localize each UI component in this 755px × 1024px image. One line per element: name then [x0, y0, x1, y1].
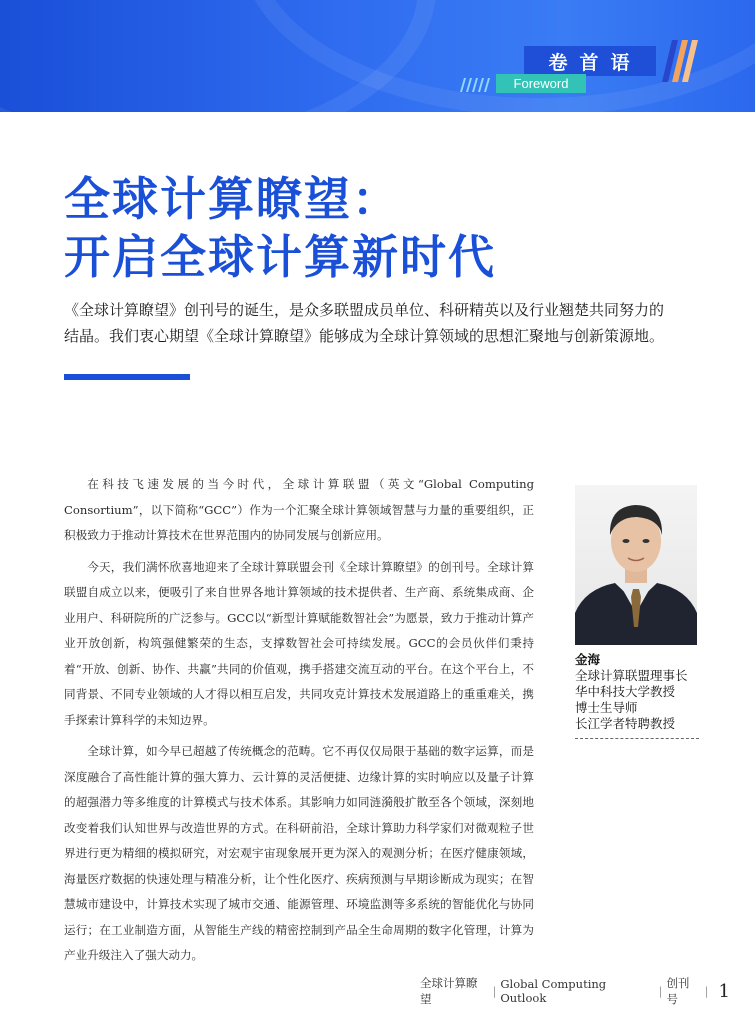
- body-paragraph: 今天，我们满怀欣喜地迎来了全球计算联盟会刊《全球计算瞭望》的创刊号。全球计算联盟自成立以来，便吸引了来自世界各地计算领域的技术提供者、生产商、系统集成商、企业用户、科研院所的广泛参与。GCC以“新型计算赋能数智社会”为愿景，致力于推动计算产业开放创新，构筑强健繁荣的生态，支撑数智社会可持续发展。GCC的会员伙伴们秉持着“开放、创新、协作、共赢”共同的价值观，携手搭建交流互动的平台。在这个平台上，不同背景、不同专业领域的人才得以相互启发，共同攻克计算技术发展道路上的重重难关，携手探索计算科学的未知边界。: [64, 559, 534, 727]
- footer-journal-cn: 全球计算瞭望: [420, 976, 478, 1006]
- caption-divider: [575, 738, 699, 739]
- author-title: 博士生导师: [575, 700, 638, 715]
- author-caption: [575, 652, 705, 732]
- footer-issue: 创刊号: [666, 976, 690, 1006]
- author-title: 华中科技大学教授: [575, 684, 676, 699]
- article-title: [64, 170, 496, 286]
- body-paragraph: 全球计算，如今早已超越了传统概念的范畴。它不再仅仅局限于基础的数字运算，而是深度融合了高性能计算的强大算力、云计算的灵活便捷、边缘计算的实时响应以及量子计算的超强潜力等多维度的计算模式与技术体系。其影响力如同涟漪般扩散至各个领域，深刻地改变着我们认知世界与改造世界的方式。在科研前沿，全球计算助力科学家们对微观粒子世界进行更为精细的模拟研究，对宏观宇宙现象展开更为深入的观测分析；在医疗健康领域，海量医疗数据的快速处理与精准分析，让个性化医疗、疾病预测与早期诊断成为现实；在智慧城市建设中，计算技术实现了城市交通、能源管理、环境监测等多系统的智能优化与协同运行；在工业制造方面，从智能生产线的精密控制到产品全生命周期的数字化管理，计算为产业升级注入了强大动力。: [64, 744, 534, 962]
- lead-underline-bar: [64, 374, 190, 380]
- lead-paragraph: 《全球计算瞭望》创刊号的诞生，是众多联盟成员单位、科研精英以及行业翘楚共同努力的结晶。我们衷心期望《全球计算瞭望》能够成为全球计算领域的思想汇聚地与创新策源地。: [64, 301, 665, 345]
- stripes-decoration: [458, 78, 494, 92]
- header-banner: [0, 0, 755, 112]
- author-title: 长江学者特聘教授: [575, 716, 676, 731]
- author-name: 金海: [575, 652, 601, 667]
- page-number: 1: [718, 980, 730, 1002]
- footer-separator: |: [492, 984, 497, 998]
- page-footer: [420, 975, 730, 1007]
- footer-separator: |: [704, 984, 709, 998]
- author-title: 全球计算联盟理事长: [575, 668, 688, 683]
- author-portrait-image: [575, 485, 697, 645]
- section-subtitle: Foreword: [496, 74, 586, 93]
- title-line-1: 全球计算瞭望：: [64, 172, 400, 226]
- title-line-2: 开启全球计算新时代: [64, 230, 496, 284]
- footer-journal-en: Global Computing Outlook: [500, 977, 607, 1005]
- article-body: [64, 472, 534, 975]
- section-tag: 卷首语: [524, 46, 656, 76]
- body-paragraph: 在科技飞速发展的当今时代，全球计算联盟（英文“Global Computing Consortium”，以下简称“GCC”）作为一个汇聚全球计算领域智慧与力量的重要组织，正积极致力于推动计算技术在世界范围内的协同发展与创新应用。: [64, 477, 534, 542]
- orange-stripes-decoration: [660, 40, 700, 82]
- footer-separator: |: [658, 984, 663, 998]
- author-photo: [575, 485, 697, 645]
